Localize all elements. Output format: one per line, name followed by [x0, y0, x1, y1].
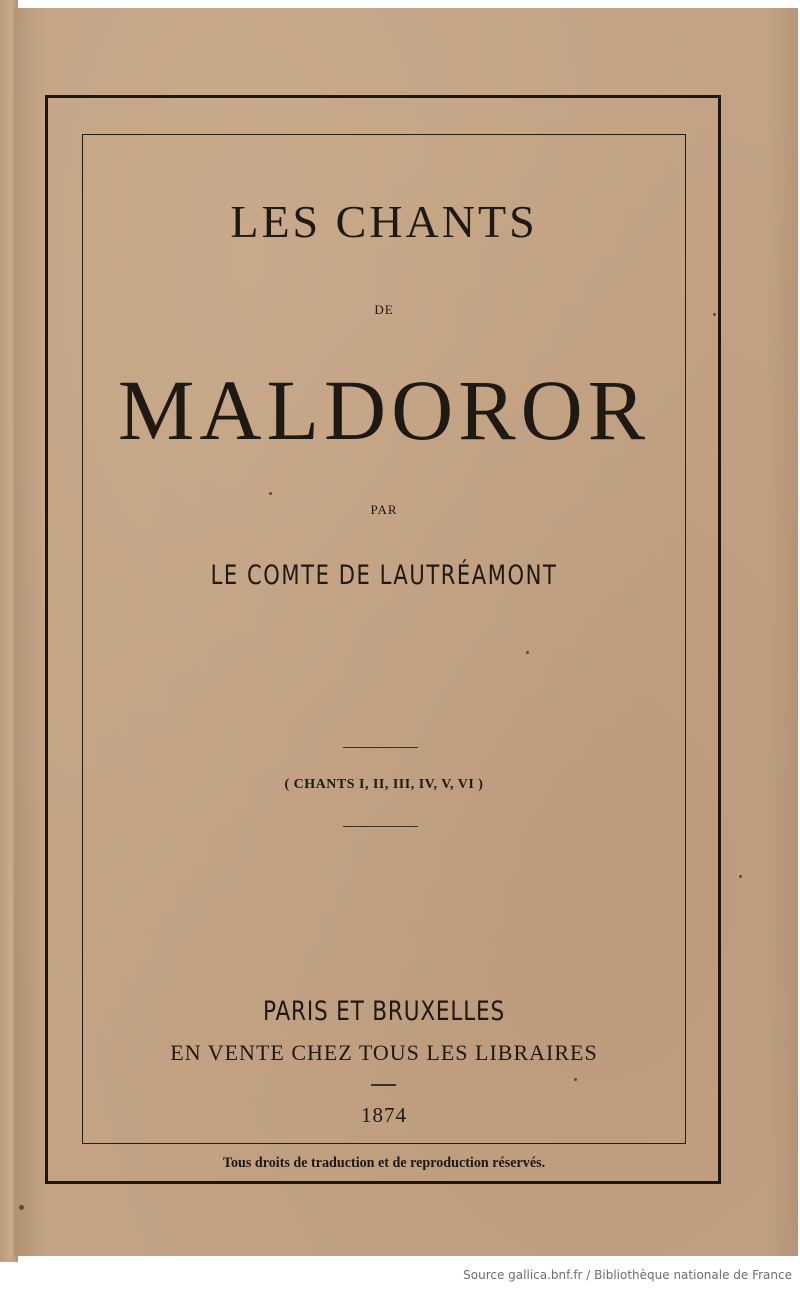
year-dash [371, 1084, 396, 1086]
sale-note: EN VENTE CHEZ TOUS LES LIBRAIRES [170, 1040, 598, 1065]
divider-rule-bottom [343, 826, 418, 827]
cantos-list: ( CHANTS I, II, III, IV, V, VI ) [284, 777, 484, 792]
divider-rule-top [343, 747, 418, 748]
author-name: LE COMTE DE LAUTRÉAMONT [210, 560, 558, 591]
connector-par: PAR [370, 502, 398, 517]
paper-speck [713, 313, 716, 316]
title-line-2: MALDOROR [117, 362, 651, 458]
paper-speck [269, 492, 272, 495]
publication-place: PARIS ET BRUXELLES [263, 996, 505, 1027]
paper-speck [526, 651, 529, 654]
inner-border-frame [82, 134, 686, 1144]
paper-speck [19, 1205, 24, 1210]
rights-notice: Tous droits de traduction et de reproduction réservés. [222, 1155, 546, 1171]
paper-speck [739, 875, 742, 878]
connector-de: DE [374, 302, 394, 317]
title-line-1: LES CHANTS [230, 196, 538, 247]
source-credit: Source gallica.bnf.fr / Bibliothèque nationale de France [463, 1268, 792, 1282]
publication-year: 1874 [361, 1103, 407, 1127]
paper-speck [574, 1078, 577, 1081]
